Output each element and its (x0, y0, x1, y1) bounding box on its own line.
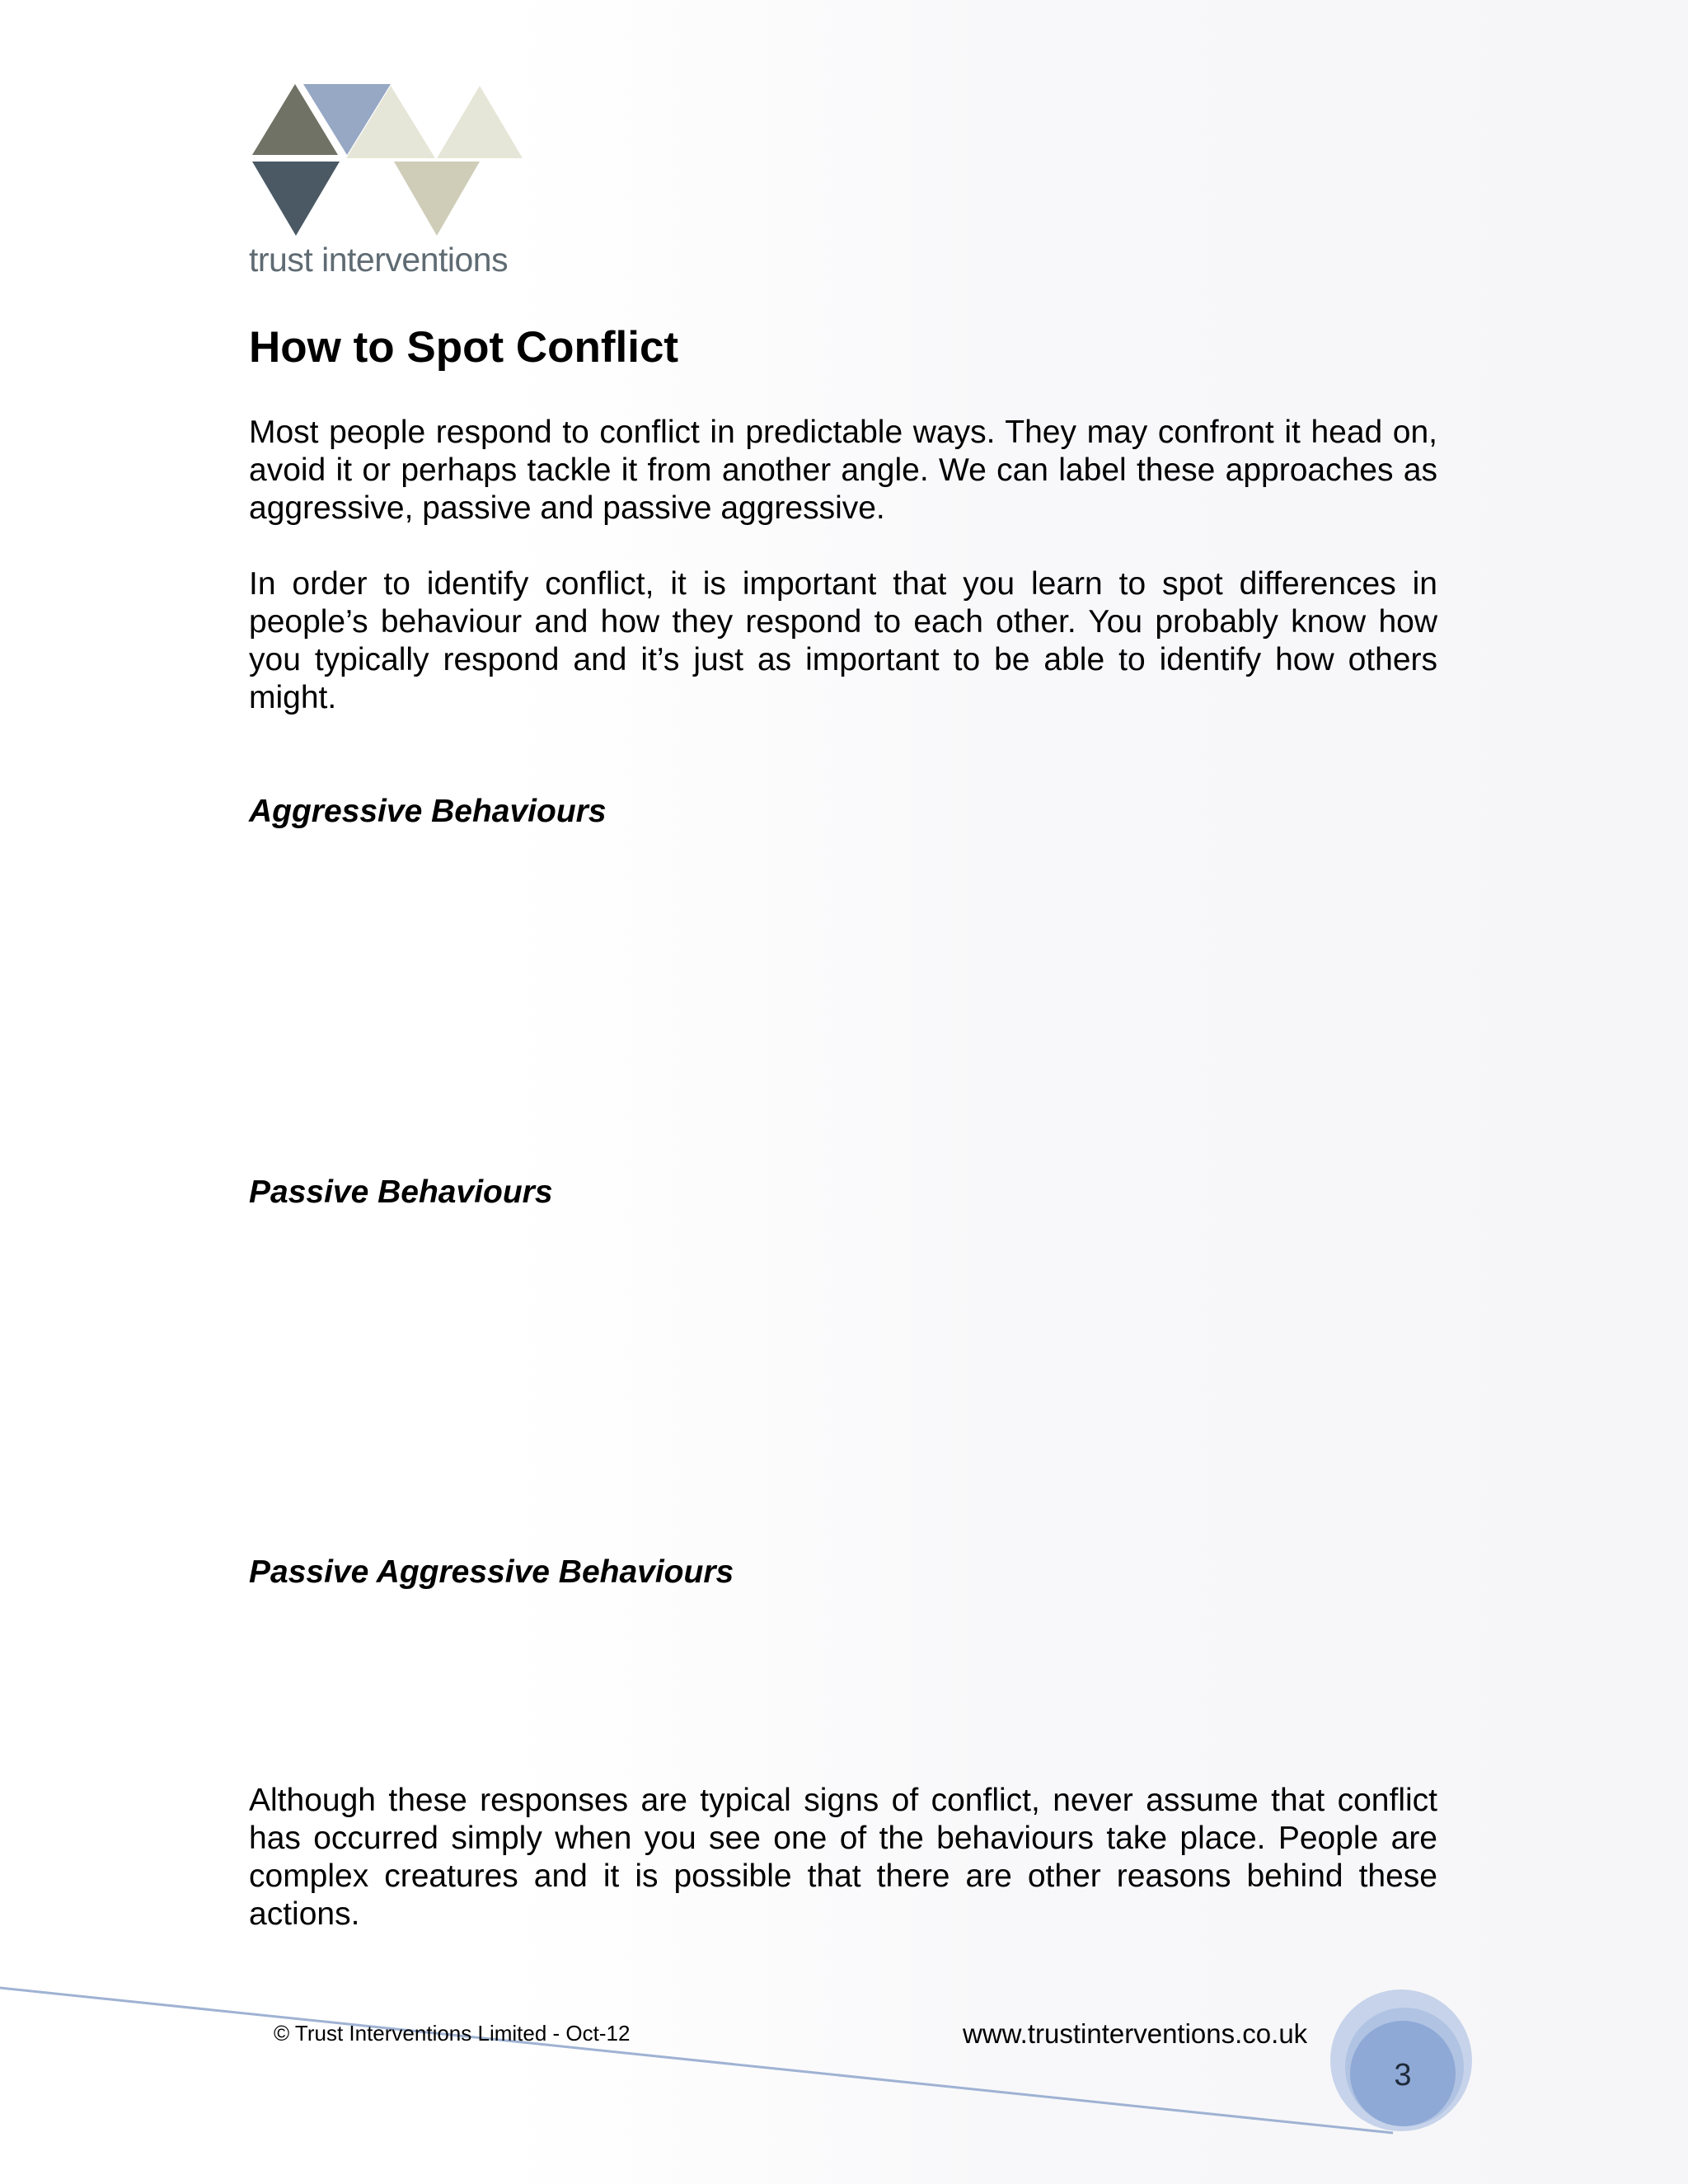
page-title: How to Spot Conflict (249, 323, 679, 372)
closing-paragraph: Although these responses are typical signs of conflict, never assume that conflict has occurred simply when you see one of the behaviours take place. People are complex creatures and it is possible that there are other reasons behind these actions. (249, 1783, 1437, 1932)
passive-aggressive-behaviours-heading: Passive Aggressive Behaviours (249, 1554, 734, 1590)
aggressive-behaviours-heading: Aggressive Behaviours (249, 794, 607, 829)
website-link[interactable]: www.trustinterventions.co.uk (963, 2018, 1308, 2049)
passive-behaviours-heading: Passive Behaviours (249, 1174, 553, 1210)
logo-wordmark: trust interventions (249, 241, 509, 279)
page-number: 3 (1394, 2058, 1412, 2093)
copyright-text: © Trust Interventions Limited - Oct-12 (274, 2021, 631, 2046)
intro-paragraph: Most people respond to conflict in predictable ways. They may confront it head on, avoid it or perhaps tackle it from another angle. We can label these approaches as aggressive, passive and passive aggressive. (249, 415, 1437, 526)
identify-paragraph: In order to identify conflict, it is important that you learn to spot differences in people’s behaviour and how they respond to each other. You probably know how you typically respond and it’s just as important to be able to identify how others might. (249, 566, 1437, 715)
